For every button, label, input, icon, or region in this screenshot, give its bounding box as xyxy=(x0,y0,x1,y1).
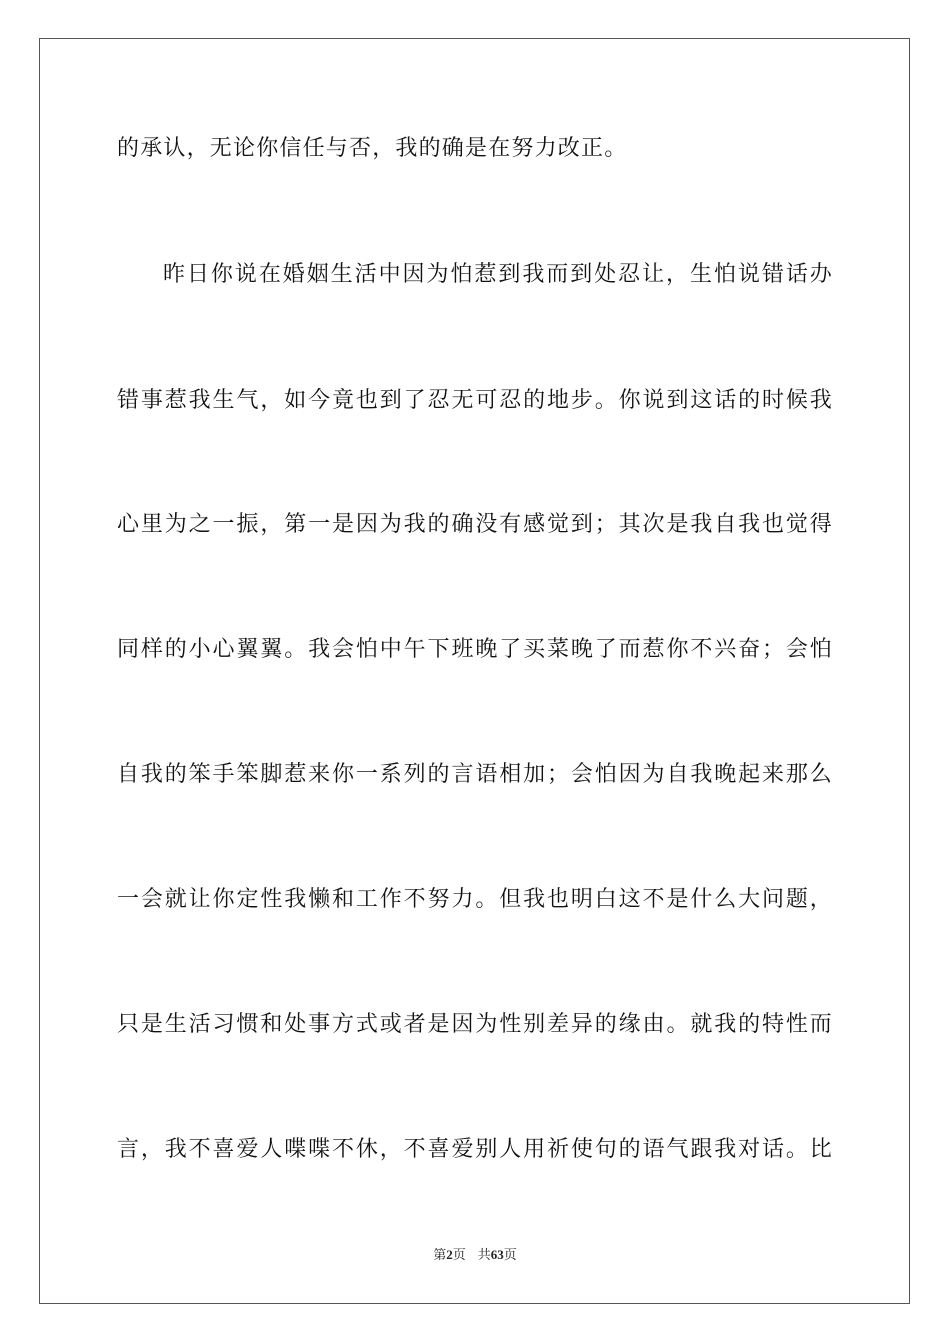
total-prefix: 共 xyxy=(477,1248,491,1263)
page-border xyxy=(39,38,910,1304)
page-number: 2 xyxy=(446,1247,453,1262)
text-line-9: 言，我不喜爱人喋喋不休，不喜爱别人用祈使句的语气跟我对话。比 xyxy=(117,1137,833,1162)
page-prefix: 第 xyxy=(433,1248,447,1263)
text-line-4: 心里为之一振，第一是因为我的确没有感觉到；其次是我自我也觉得 xyxy=(117,512,833,537)
total-suffix: 页 xyxy=(503,1248,517,1263)
text-line-5: 同样的小心翼翼。我会怕中午下班晚了买菜晚了而惹你不兴奋；会怕 xyxy=(117,637,833,662)
text-line-2: 昨日你说在婚姻生活中因为怕惹到我而到处忍让，生怕说错话办 xyxy=(163,262,833,287)
total-pages: 63 xyxy=(490,1247,504,1262)
text-line-6: 自我的笨手笨脚惹来你一系列的言语相加；会怕因为自我晚起来那么 xyxy=(117,762,833,787)
page-footer xyxy=(0,1246,950,1265)
text-line-1: 的承认，无论你信任与否，我的确是在努力改正。 xyxy=(117,136,628,161)
page-suffix: 页 xyxy=(452,1248,466,1263)
text-line-3: 错事惹我生气，如今竟也到了忍无可忍的地步。你说到这话的时候我 xyxy=(117,388,833,413)
text-line-8: 只是生活习惯和处事方式或者是因为性别差异的缘由。就我的特性而 xyxy=(117,1012,833,1037)
text-line-7: 一会就让你定性我懒和工作不努力。但我也明白这不是什么大问题， xyxy=(117,887,833,912)
